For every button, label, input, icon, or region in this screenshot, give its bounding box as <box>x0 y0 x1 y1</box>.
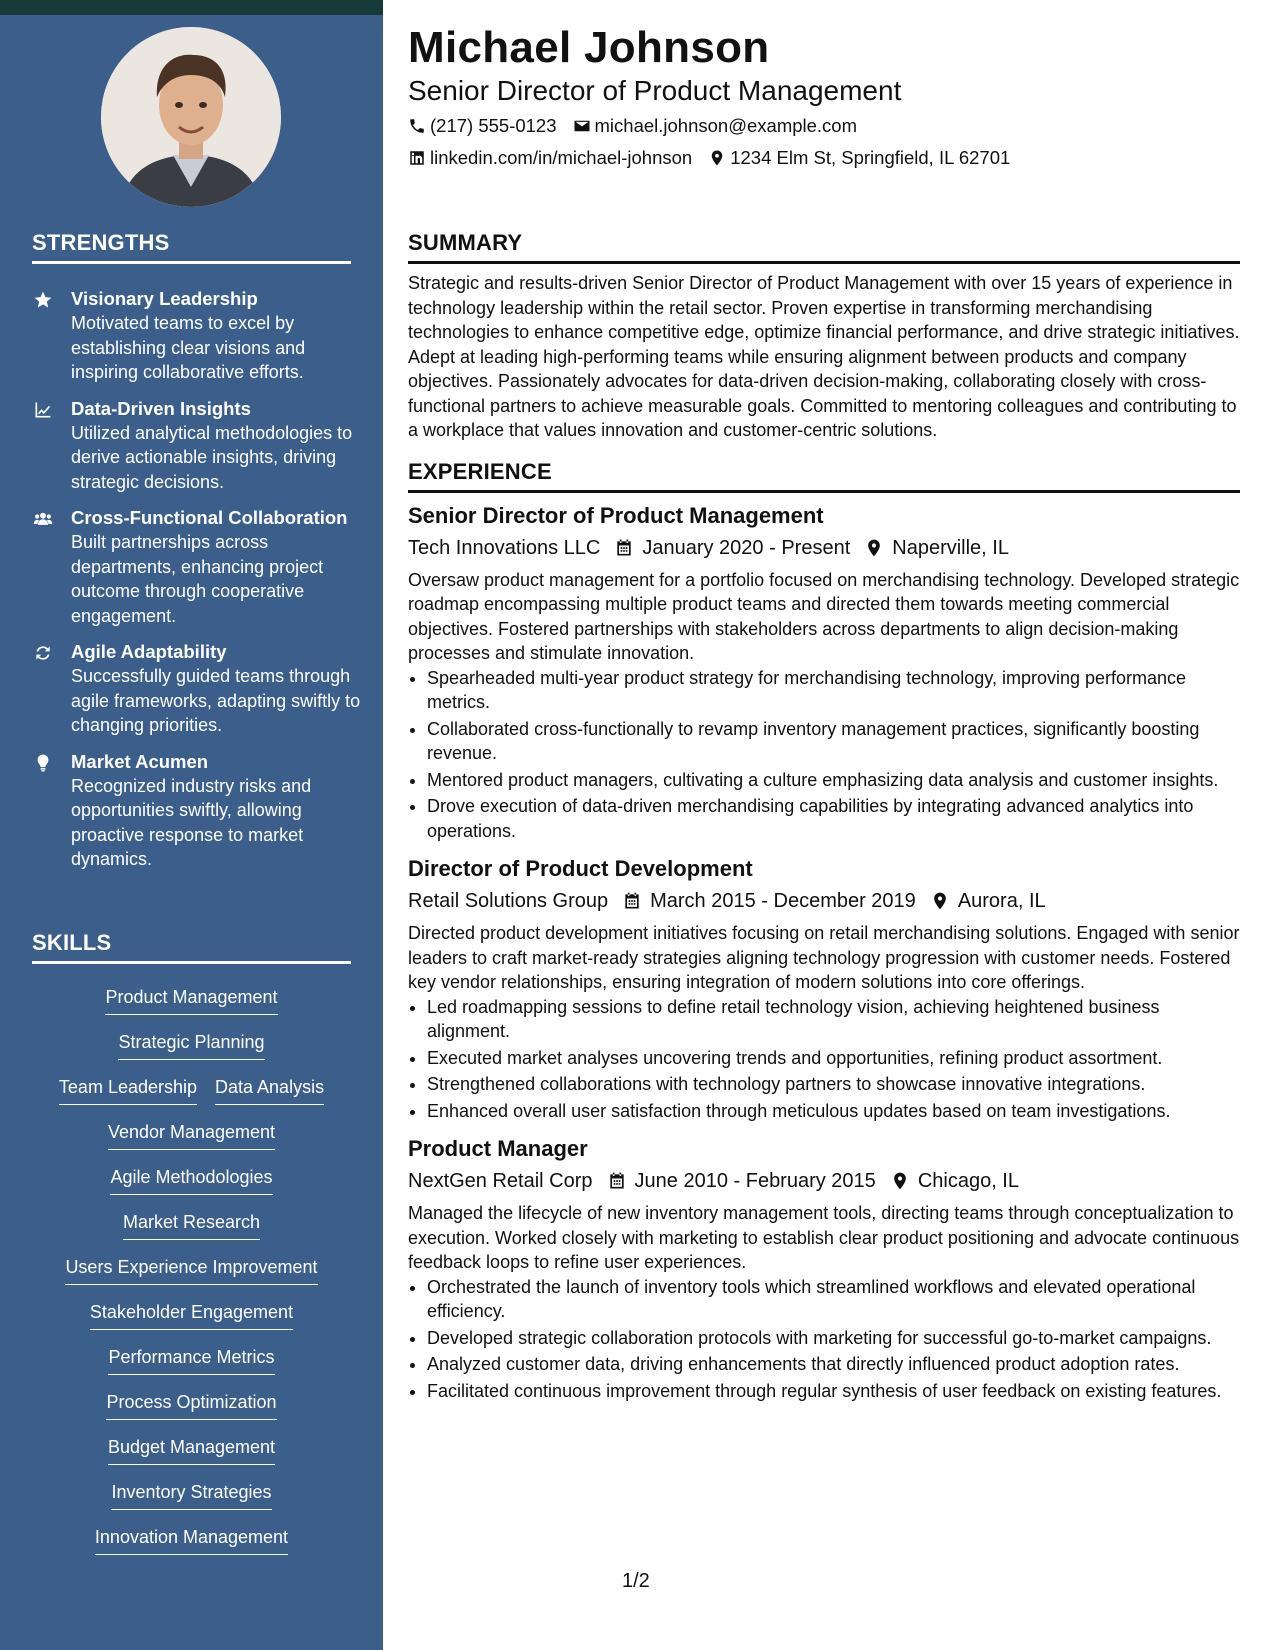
job-company: NextGen Retail Corp <box>408 1170 593 1192</box>
job-description: Managed the lifecycle of new inventory management tools, directing teams through conceptualization to execution. Worked closely with marketing to establish clear product positioning and advocate continuous feedback loops to refine user experiences. <box>408 1203 1240 1272</box>
strength-description: Motivated teams to excel by establishing clear visions and inspiring collaborative efforts. <box>71 313 306 382</box>
candidate-title: Senior Director of Product Management <box>408 75 902 106</box>
strength-title: Visionary Leadership <box>71 288 258 309</box>
strength-item <box>32 397 362 495</box>
job-dates: June 2010 - February 2015 <box>634 1170 876 1192</box>
map-pin-icon <box>708 149 726 167</box>
address-contact <box>708 146 1010 170</box>
job-bullets <box>408 995 1240 1124</box>
linkedin-text[interactable]: linkedin.com/in/michael-johnson <box>430 147 693 168</box>
job-meta <box>408 534 1240 562</box>
job-role: Director of Product Development <box>408 856 753 881</box>
skills-heading: SKILLS <box>32 930 351 964</box>
strength-item <box>32 287 362 385</box>
skills-list <box>32 985 351 1570</box>
skill-tag: Performance Metrics <box>108 1345 274 1375</box>
job-role: Senior Director of Product Management <box>408 502 824 528</box>
strength-title: Market Acumen <box>71 750 209 772</box>
job-entry <box>408 502 1240 844</box>
skill-row <box>32 1030 351 1075</box>
sync-icon <box>32 642 54 664</box>
skill-tag: Inventory Strategies <box>111 1480 271 1510</box>
skill-row <box>32 1255 351 1300</box>
calendar-icon <box>622 891 642 911</box>
job-dates: March 2015 - December 2019 <box>650 890 916 912</box>
strength-title: Data-Driven Insights <box>71 397 251 419</box>
job-meta <box>408 1167 1240 1195</box>
strength-item <box>32 750 362 872</box>
skill-row <box>32 1390 351 1435</box>
skill-row <box>32 1300 351 1345</box>
summary-heading: SUMMARY <box>408 230 1240 264</box>
page-number: 1/2 <box>622 1570 650 1592</box>
skill-tag: Strategic Planning <box>118 1030 264 1060</box>
skill-tag: Team Leadership <box>59 1075 197 1105</box>
strength-title: Agile Adaptability <box>71 641 227 662</box>
chart-line-icon <box>32 399 54 421</box>
job-description: Oversaw product management for a portfolio focused on merchandising technology. Developed strategic roadmap encompassing multiple product teams and directed them towards meeting commercial objectives. Fostered partnerships with stakeholders across departments to align decision-making processes and stimulate innovation. <box>408 569 1240 663</box>
skill-row <box>32 1120 351 1165</box>
job-meta <box>408 887 1240 915</box>
skill-tag: Market Research <box>123 1210 260 1240</box>
strength-title: Cross-Functional Collaboration <box>71 507 348 528</box>
address-text: 1234 Elm St, Springfield, IL 62701 <box>730 147 1011 168</box>
job-bullet: • Orchestrated the launch of inventory tools which streamlined workflows and elevated operational efficiency. <box>427 1275 1240 1324</box>
contact-row <box>408 114 1240 138</box>
skill-row <box>32 1165 351 1210</box>
strength-description: Recognized industry risks and opportunities swiftly, allowing proactive response to market dynamics. <box>71 775 312 869</box>
job-bullet: • Collaborated cross-functionally to revamp inventory management practices, significantly boosting revenue. <box>427 717 1240 766</box>
job-bullet: • Drove execution of data-driven merchandising capabilities by integrating advanced analytics into operations. <box>427 794 1240 843</box>
users-icon <box>32 508 54 530</box>
job-company: Retail Solutions Group <box>408 890 609 912</box>
skill-row <box>32 1345 351 1390</box>
experience-heading: EXPERIENCE <box>408 459 1240 493</box>
map-pin-icon <box>890 1171 910 1191</box>
summary-text: Strategic and results-driven Senior Director of Product Management with over 15 years of experience in technology leadership within the retail sector. Proven expertise in transforming merchandising technologies to enhance competitive edge, optimize financial performance, and drive strategic initiatives. Adept at leading high-performing teams while ensuring alignment between products and company objectives. Passionately advocates for data-driven decision-making, collaborating closely with cross-functional partners to achieve measurable goals. Committed to mentoring colleagues and contributing to a workplace that values innovation and customer-centric solutions. <box>408 273 1240 440</box>
envelope-icon <box>573 117 591 135</box>
job-bullet: • Facilitated continuous improvement through regular synthesis of user feedback on existing features. <box>427 1379 1240 1404</box>
strength-description: Built partnerships across departments, enhancing project outcome through cooperative engagement. <box>71 532 324 626</box>
sidebar-top-bar <box>0 0 383 15</box>
skill-tag: Budget Management <box>108 1435 275 1465</box>
avatar <box>101 27 281 207</box>
strengths-heading: STRENGTHS <box>32 230 351 264</box>
job-bullets <box>408 1275 1240 1404</box>
job-company: Tech Innovations LLC <box>408 536 601 559</box>
candidate-name: Michael Johnson <box>408 23 770 72</box>
job-bullets <box>408 666 1240 844</box>
job-bullet: • Developed strategic collaboration protocols with marketing for successful go-to-market campaigns. <box>427 1326 1240 1351</box>
star-icon <box>32 289 54 311</box>
job-bullet: • Led roadmapping sessions to define retail technology vision, achieving heightened business alignment. <box>427 995 1240 1044</box>
skill-row <box>32 1210 351 1255</box>
skill-row <box>32 1525 351 1570</box>
job-description: Directed product development initiatives focusing on retail merchandising solutions. Engaged with senior leaders to craft market-ready strategies aligning technology progression with customer needs. Fostered key vendor relationships, ensuring integration of modern solutions into core offerings. <box>408 923 1240 992</box>
strength-description: Successfully guided teams through agile frameworks, adapting swiftly to changing priorities. <box>71 666 361 735</box>
job-dates: January 2020 - Present <box>642 536 851 559</box>
skill-tag: Vendor Management <box>108 1120 275 1150</box>
skill-tag: Product Management <box>105 985 277 1015</box>
skill-tag: Stakeholder Engagement <box>90 1300 293 1330</box>
strength-item <box>32 506 362 628</box>
strength-item <box>32 640 362 738</box>
calendar-icon <box>607 1171 627 1191</box>
skill-tag: Data Analysis <box>215 1075 324 1105</box>
skill-tag: Agile Methodologies <box>110 1165 272 1195</box>
linkedin-contact[interactable] <box>408 146 692 170</box>
skill-row <box>32 1435 351 1480</box>
job-entry <box>408 855 1240 1123</box>
lightbulb-icon <box>32 752 54 774</box>
skill-tag: Process Optimization <box>106 1390 276 1420</box>
skill-row <box>32 1075 351 1120</box>
avatar-photo <box>101 27 281 207</box>
job-bullet: • Strengthened collaborations with technology partners to showcase innovative integrations. <box>427 1072 1240 1097</box>
job-bullet: • Executed market analyses uncovering trends and opportunities, refining product assortment. <box>427 1046 1240 1071</box>
job-bullet: • Mentored product managers, cultivating a culture emphasizing data analysis and customer insights. <box>427 768 1240 793</box>
job-location: Chicago, IL <box>917 1170 1019 1192</box>
strengths-list <box>32 287 362 884</box>
map-pin-icon <box>864 538 884 558</box>
contact-row-2 <box>408 146 1240 170</box>
main-content <box>408 20 1240 1405</box>
job-bullet: • Enhanced overall user satisfaction through meticulous updates based on team investigations. <box>427 1099 1240 1124</box>
skill-tag: Users Experience Improvement <box>65 1255 317 1285</box>
job-bullet: • Analyzed customer data, driving enhancements that directly influenced product adoption rates. <box>427 1352 1240 1377</box>
linkedin-icon <box>408 149 426 167</box>
job-bullet: • Spearheaded multi-year product strategy for merchandising technology, improving performance metrics. <box>427 666 1240 715</box>
skill-row <box>32 985 351 1030</box>
job-location: Aurora, IL <box>957 890 1046 912</box>
phone-contact <box>408 114 557 138</box>
job-entry <box>408 1135 1240 1403</box>
email-contact[interactable] <box>573 114 858 138</box>
skill-row <box>32 1480 351 1525</box>
job-location: Naperville, IL <box>892 536 1009 559</box>
email-text[interactable]: michael.johnson@example.com <box>594 115 858 136</box>
phone-icon <box>408 117 426 135</box>
phone-text: (217) 555-0123 <box>430 115 557 136</box>
map-pin-icon <box>930 891 950 911</box>
skill-tag: Innovation Management <box>95 1525 288 1555</box>
strength-description: Utilized analytical methodologies to derive actionable insights, driving strategic decisions. <box>71 422 353 492</box>
job-role: Product Manager <box>408 1136 588 1161</box>
calendar-icon <box>614 538 634 558</box>
sidebar <box>0 0 383 1650</box>
